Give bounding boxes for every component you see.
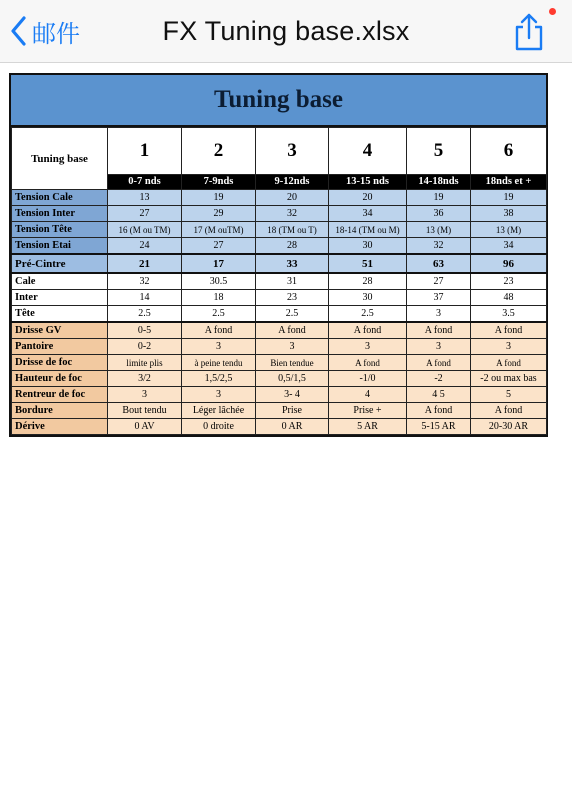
table-cell: 37 — [407, 290, 471, 306]
column-header: 3 — [256, 128, 329, 175]
row-label: Pré-Cintre — [12, 254, 108, 273]
share-icon — [512, 39, 546, 56]
table-cell: 0 AV — [108, 419, 182, 435]
row-label: Tension Etai — [12, 238, 108, 255]
row-label: Hauteur de foc — [12, 371, 108, 387]
tuning-table — [11, 127, 547, 435]
table-cell: à peine tendu — [182, 355, 256, 371]
table-row — [12, 238, 547, 255]
table-cell: 20 — [329, 190, 407, 206]
table-cell: A fond — [329, 322, 407, 339]
speed-range: 13-15 nds — [329, 175, 407, 190]
table-cell: 24 — [108, 238, 182, 255]
table-cell: 33 — [256, 254, 329, 273]
table-cell: 38 — [471, 206, 547, 222]
table-cell: 0-5 — [108, 322, 182, 339]
table-cell: 18 — [182, 290, 256, 306]
table-cell: 18 (TM ou T) — [256, 222, 329, 238]
speed-range: 18nds et + — [471, 175, 547, 190]
speed-range: 14-18nds — [407, 175, 471, 190]
table-cell: 19 — [407, 190, 471, 206]
table-row — [12, 387, 547, 403]
table-cell: 27 — [108, 206, 182, 222]
table-cell: 27 — [182, 238, 256, 255]
row-label: Dérive — [12, 419, 108, 435]
table-cell: 0 AR — [256, 419, 329, 435]
table-row — [12, 222, 547, 238]
table-cell: 32 — [407, 238, 471, 255]
table-cell: Bout tendu — [108, 403, 182, 419]
table-row — [12, 290, 547, 306]
row-label: Tête — [12, 306, 108, 323]
table-cell: A fond — [407, 355, 471, 371]
table-cell: -2 — [407, 371, 471, 387]
table-row — [12, 322, 547, 339]
table-cell: 96 — [471, 254, 547, 273]
column-header: 1 — [108, 128, 182, 175]
table-row — [12, 273, 547, 290]
table-cell: 1,5/2,5 — [182, 371, 256, 387]
table-cell: 3 — [256, 339, 329, 355]
table-cell: 16 (M ou TM) — [108, 222, 182, 238]
table-row — [12, 355, 547, 371]
table-cell: 17 — [182, 254, 256, 273]
row-label: Bordure — [12, 403, 108, 419]
table-cell: 3 — [182, 387, 256, 403]
table-cell: 5-15 AR — [407, 419, 471, 435]
table-cell: 3 — [471, 339, 547, 355]
table-cell: 20-30 AR — [471, 419, 547, 435]
table-cell: 18-14 (TM ou M) — [329, 222, 407, 238]
table-cell: 13 — [108, 190, 182, 206]
table-cell: 63 — [407, 254, 471, 273]
table-cell: 48 — [471, 290, 547, 306]
table-cell: 19 — [471, 190, 547, 206]
table-cell: 3 — [108, 387, 182, 403]
table-cell: 20 — [256, 190, 329, 206]
table-row — [12, 419, 547, 435]
table-cell: Léger lâchée — [182, 403, 256, 419]
table-cell: 31 — [256, 273, 329, 290]
table-cell: 51 — [329, 254, 407, 273]
table-cell: 28 — [256, 238, 329, 255]
table-cell: 5 AR — [329, 419, 407, 435]
table-cell: 4 — [329, 387, 407, 403]
table-cell: A fond — [407, 403, 471, 419]
row-label: Drisse GV — [12, 322, 108, 339]
table-row — [12, 190, 547, 206]
table-cell: 2.5 — [108, 306, 182, 323]
table-row — [12, 339, 547, 355]
table-cell: 2.5 — [329, 306, 407, 323]
table-cell: A fond — [471, 322, 547, 339]
table-cell: 23 — [471, 273, 547, 290]
table-cell: 3 — [329, 339, 407, 355]
back-button[interactable] — [10, 14, 80, 48]
table-cell: 32 — [256, 206, 329, 222]
table-cell: 13 (M) — [407, 222, 471, 238]
table-cell: 30 — [329, 290, 407, 306]
table-cell: limite plis — [108, 355, 182, 371]
row-label: Drisse de foc — [12, 355, 108, 371]
table-cell: 27 — [407, 273, 471, 290]
table-cell: A fond — [256, 322, 329, 339]
row-label: Rentreur de foc — [12, 387, 108, 403]
notification-dot — [549, 8, 556, 15]
table-cell: A fond — [329, 355, 407, 371]
table-cell: Bien tendue — [256, 355, 329, 371]
table-row — [12, 306, 547, 323]
table-cell: -1/0 — [329, 371, 407, 387]
table-cell: 3 — [182, 339, 256, 355]
table-cell: A fond — [471, 355, 547, 371]
table-cell: A fond — [471, 403, 547, 419]
share-button[interactable] — [512, 12, 546, 52]
document-title: FX Tuning base.xlsx — [162, 16, 410, 46]
table-row — [12, 403, 547, 419]
table-cell: 17 (M ouTM) — [182, 222, 256, 238]
table-cell: 29 — [182, 206, 256, 222]
table-cell: 0,5/1,5 — [256, 371, 329, 387]
table-cell: 14 — [108, 290, 182, 306]
row-label: Tension Tête — [12, 222, 108, 238]
table-cell: 3.5 — [471, 306, 547, 323]
table-cell: 3 — [407, 339, 471, 355]
header-label: Tuning base — [12, 128, 108, 190]
table-cell: Prise — [256, 403, 329, 419]
table-cell: A fond — [407, 322, 471, 339]
table-cell: 30.5 — [182, 273, 256, 290]
table-cell: 36 — [407, 206, 471, 222]
table-cell: 30 — [329, 238, 407, 255]
table-cell: 0-2 — [108, 339, 182, 355]
back-label: 邮件 — [32, 20, 80, 48]
table-cell: 28 — [329, 273, 407, 290]
speed-range: 7-9nds — [182, 175, 256, 190]
row-label: Cale — [12, 273, 108, 290]
table-cell: 21 — [108, 254, 182, 273]
table-cell: 23 — [256, 290, 329, 306]
table-cell: 4 5 — [407, 387, 471, 403]
table-row — [12, 206, 547, 222]
column-header: 6 — [471, 128, 547, 175]
navigation-bar — [0, 0, 572, 63]
speed-range: 0-7 nds — [108, 175, 182, 190]
table-cell: 0 droite — [182, 419, 256, 435]
table-cell: 13 (M) — [471, 222, 547, 238]
row-label: Inter — [12, 290, 108, 306]
column-header: 2 — [182, 128, 256, 175]
chevron-left-icon — [10, 16, 26, 46]
table-cell: 3- 4 — [256, 387, 329, 403]
table-cell: 34 — [329, 206, 407, 222]
row-label: Pantoire — [12, 339, 108, 355]
column-header: 5 — [407, 128, 471, 175]
spreadsheet — [9, 73, 548, 437]
table-row — [12, 371, 547, 387]
row-label: Tension Cale — [12, 190, 108, 206]
table-cell: 3 — [407, 306, 471, 323]
table-cell: -2 ou max bas — [471, 371, 547, 387]
sheet-banner: Tuning base — [11, 75, 546, 127]
table-cell: 2.5 — [182, 306, 256, 323]
table-cell: 3/2 — [108, 371, 182, 387]
table-cell: 32 — [108, 273, 182, 290]
table-cell: 19 — [182, 190, 256, 206]
row-label: Tension Inter — [12, 206, 108, 222]
table-cell: A fond — [182, 322, 256, 339]
speed-range: 9-12nds — [256, 175, 329, 190]
table-cell: Prise + — [329, 403, 407, 419]
table-cell: 34 — [471, 238, 547, 255]
table-row — [12, 254, 547, 273]
table-cell: 5 — [471, 387, 547, 403]
column-header: 4 — [329, 128, 407, 175]
table-cell: 2.5 — [256, 306, 329, 323]
